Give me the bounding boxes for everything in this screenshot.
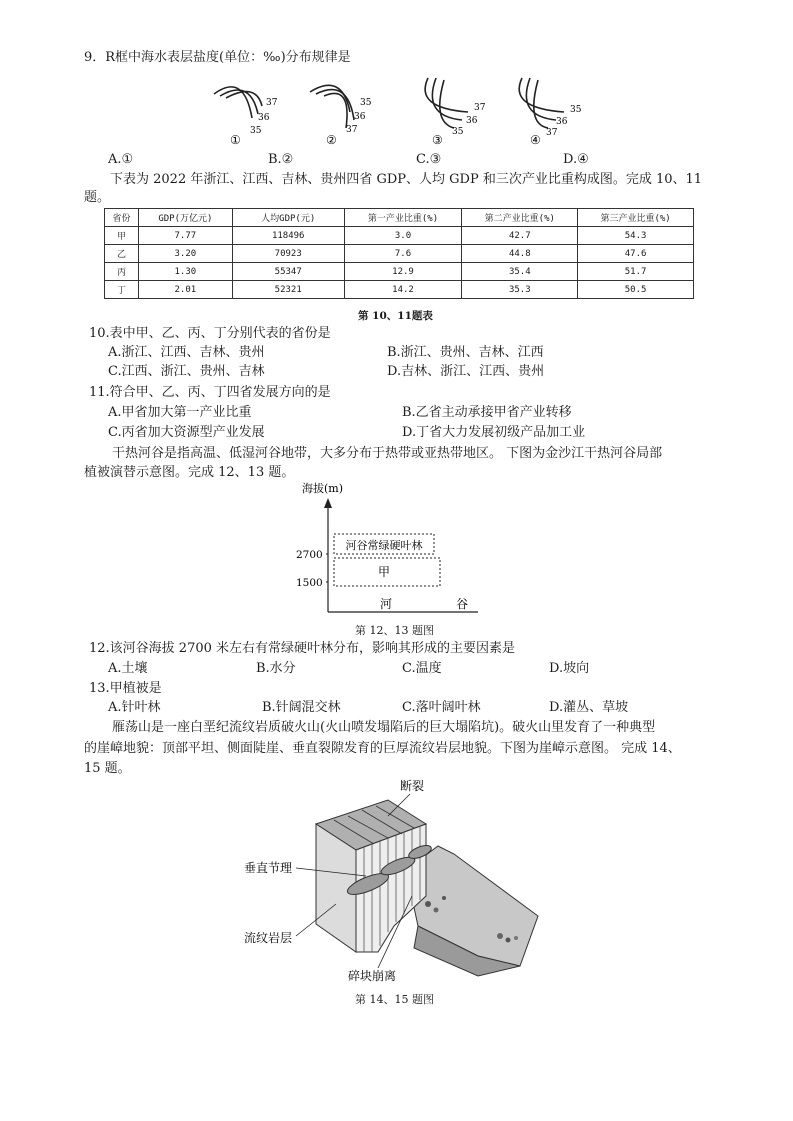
header-secondary: 第二产业比重(%) [462, 209, 578, 227]
table-row [105, 227, 694, 245]
table-caption: 第 10、11题表 [358, 310, 433, 322]
label-vertical-joint: 垂直节理 [244, 861, 293, 875]
debris [514, 936, 518, 940]
intro-10-11-line1: 下表为 2022 年浙江、江西、吉林、贵州四省 GDP、人均 GDP 和三次产业比重构成图。完成 10、11 [110, 172, 703, 187]
header-gdp: GDP(万亿元) [138, 209, 232, 227]
table-cell: 14.2 [344, 281, 462, 299]
label-rhyolite: 流纹岩层 [244, 931, 293, 945]
table-cell: 丁 [105, 281, 139, 299]
debris [497, 933, 503, 939]
d4-label-a: 35 [570, 105, 582, 115]
debris [434, 908, 439, 913]
q10-stem: 10.表中甲、乙、丙、丁分别代表的省份是 [89, 326, 331, 341]
intro-14-15-line1: 雁荡山是一座白垩纪流纹岩质破火山(火山喷发塌陷后的巨大塌陷坑)。破火山里发育了一种典型 [112, 720, 656, 735]
valley-label-valley: 谷 [456, 597, 469, 611]
header-province: 省份 [105, 209, 139, 227]
q11-option-a[interactable]: A.甲省加大第一产业比重 [108, 405, 252, 420]
d1-label-a: 37 [266, 98, 278, 108]
table-cell: 3.0 [344, 227, 462, 245]
valley-ylabel: 海拔(m) [302, 482, 344, 495]
table-cell: 51.7 [578, 263, 694, 281]
gdp-table [104, 208, 694, 299]
d2-label-c: 37 [346, 125, 358, 135]
lower-band-label: 甲 [377, 565, 391, 579]
d3-num: ③ [432, 133, 443, 147]
intro-12-13-line1: 干热河谷是指高温、低湿河谷地带，大多分布于热带或亚热带地区。 下图为金沙江干热河谷局部 [112, 446, 663, 461]
q9-stem: 9．R框中海水表层盐度(单位：‰)分布规律是 [84, 50, 351, 65]
d1-label-c: 35 [250, 126, 262, 136]
table-cell: 47.6 [578, 245, 694, 263]
table-cell: 1.30 [138, 263, 232, 281]
q10-option-a[interactable]: A.浙江、江西、吉林、贵州 [108, 345, 265, 360]
table-cell: 丙 [105, 263, 139, 281]
isohaline-diagram-1 [214, 87, 278, 147]
debris [442, 896, 446, 900]
d4-label-b: 36 [556, 117, 568, 127]
table-cell: 70923 [232, 245, 344, 263]
q13-option-d[interactable]: D.灌丛、草坡 [549, 700, 629, 715]
d3-label-b: 36 [466, 116, 478, 126]
valley-label-river: 河 [380, 597, 393, 611]
q13-option-c[interactable]: C.落叶阔叶林 [402, 700, 481, 715]
q9-option-a[interactable]: A.① [108, 152, 134, 167]
q9-isohaline-diagrams [200, 72, 620, 152]
q11-option-b[interactable]: B.乙省主动承接甲省产业转移 [402, 405, 572, 420]
intro-14-15-line2: 的崖嶂地貌：顶部平坦、侧面陡崖、垂直裂隙发育的巨厚流纹岩层地貌。下图为崖嶂示意图。 完成 14、 [84, 741, 681, 756]
table-cell: 55347 [232, 263, 344, 281]
table-cell: 118496 [232, 227, 344, 245]
valley-caption: 第 12、13 题图 [355, 624, 434, 637]
q10-option-d[interactable]: D.吉林、浙江、江西、贵州 [387, 364, 545, 379]
q9-option-b[interactable]: B.② [268, 152, 294, 167]
d1-label-b: 36 [258, 113, 270, 123]
d2-num: ② [326, 133, 337, 147]
isohaline-diagram-2 [310, 85, 372, 147]
q10-option-b[interactable]: B.浙江、贵州、吉林、江西 [387, 345, 544, 360]
d3-label-c: 35 [452, 127, 464, 137]
q12-option-c[interactable]: C.温度 [402, 661, 442, 676]
header-primary: 第一产业比重(%) [344, 209, 462, 227]
table-cell: 12.9 [344, 263, 462, 281]
q12-option-d[interactable]: D.坡向 [549, 661, 590, 676]
table-row [105, 245, 694, 263]
q11-option-d[interactable]: D.丁省大力发展初级产品加工业 [402, 425, 586, 440]
intro-14-15-line3: 15 题。 [84, 761, 131, 776]
q13-option-a[interactable]: A.针叶林 [108, 700, 161, 715]
q13-stem: 13.甲植被是 [89, 681, 162, 696]
q9-option-c[interactable]: C.③ [416, 152, 442, 167]
isohaline-diagram-3 [425, 78, 486, 147]
q13-option-b[interactable]: B.针阔混交林 [262, 700, 341, 715]
d1-num: ① [230, 133, 241, 147]
table-header-row [105, 209, 694, 227]
cliff-caption: 第 14、15 题图 [355, 993, 434, 1006]
debris [506, 938, 511, 943]
table-row [105, 263, 694, 281]
header-gdp-per-capita: 人均GDP(元) [232, 209, 344, 227]
tick-1500: 1500 [296, 577, 323, 589]
table-row [105, 281, 694, 299]
upper-band-label: 河谷常绿硬叶林 [345, 539, 423, 552]
intro-12-13-line2: 植被演替示意图。完成 12、13 题。 [84, 465, 295, 480]
table-cell: 乙 [105, 245, 139, 263]
table-cell: 54.3 [578, 227, 694, 245]
table-cell: 52321 [232, 281, 344, 299]
q12-stem: 12.该河谷海拔 2700 米左右有常绿硬叶林分布，影响其形成的主要因素是 [89, 641, 516, 656]
q11-option-c[interactable]: C.丙省加大资源型产业发展 [108, 425, 265, 440]
d2-label-a: 35 [360, 98, 372, 108]
table-cell: 35.3 [462, 281, 578, 299]
isohaline-diagram-4 [519, 78, 582, 147]
table-cell: 50.5 [578, 281, 694, 299]
table-cell: 3.20 [138, 245, 232, 263]
label-fault: 断裂 [400, 779, 425, 793]
label-rockfall: 碎块崩离 [348, 969, 397, 983]
valley-y-arrow [324, 498, 332, 508]
q11-stem: 11.符合甲、乙、丙、丁四省发展方向的是 [89, 385, 331, 400]
table-cell: 甲 [105, 227, 139, 245]
d3-label-a: 37 [474, 103, 486, 113]
header-tertiary: 第三产业比重(%) [578, 209, 694, 227]
table-cell: 2.01 [138, 281, 232, 299]
d4-num: ④ [530, 133, 541, 147]
intro-10-11-line2: 题。 [84, 190, 111, 205]
q10-option-c[interactable]: C.江西、浙江、贵州、吉林 [108, 364, 265, 379]
valley-vegetation-diagram [282, 478, 502, 620]
d4-label-c: 37 [546, 128, 558, 138]
tick-2700: 2700 [296, 549, 323, 561]
table-cell: 7.6 [344, 245, 462, 263]
table-cell: 44.8 [462, 245, 578, 263]
table-cell: 7.77 [138, 227, 232, 245]
table-cell: 42.7 [462, 227, 578, 245]
q9-option-d[interactable]: D.④ [563, 152, 589, 167]
cliff-block-diagram [238, 776, 550, 988]
d2-label-b: 36 [354, 112, 366, 122]
q12-option-b[interactable]: B.水分 [256, 661, 296, 676]
debris [425, 901, 431, 907]
table-cell: 35.4 [462, 263, 578, 281]
q12-option-a[interactable]: A.土壤 [108, 661, 148, 676]
